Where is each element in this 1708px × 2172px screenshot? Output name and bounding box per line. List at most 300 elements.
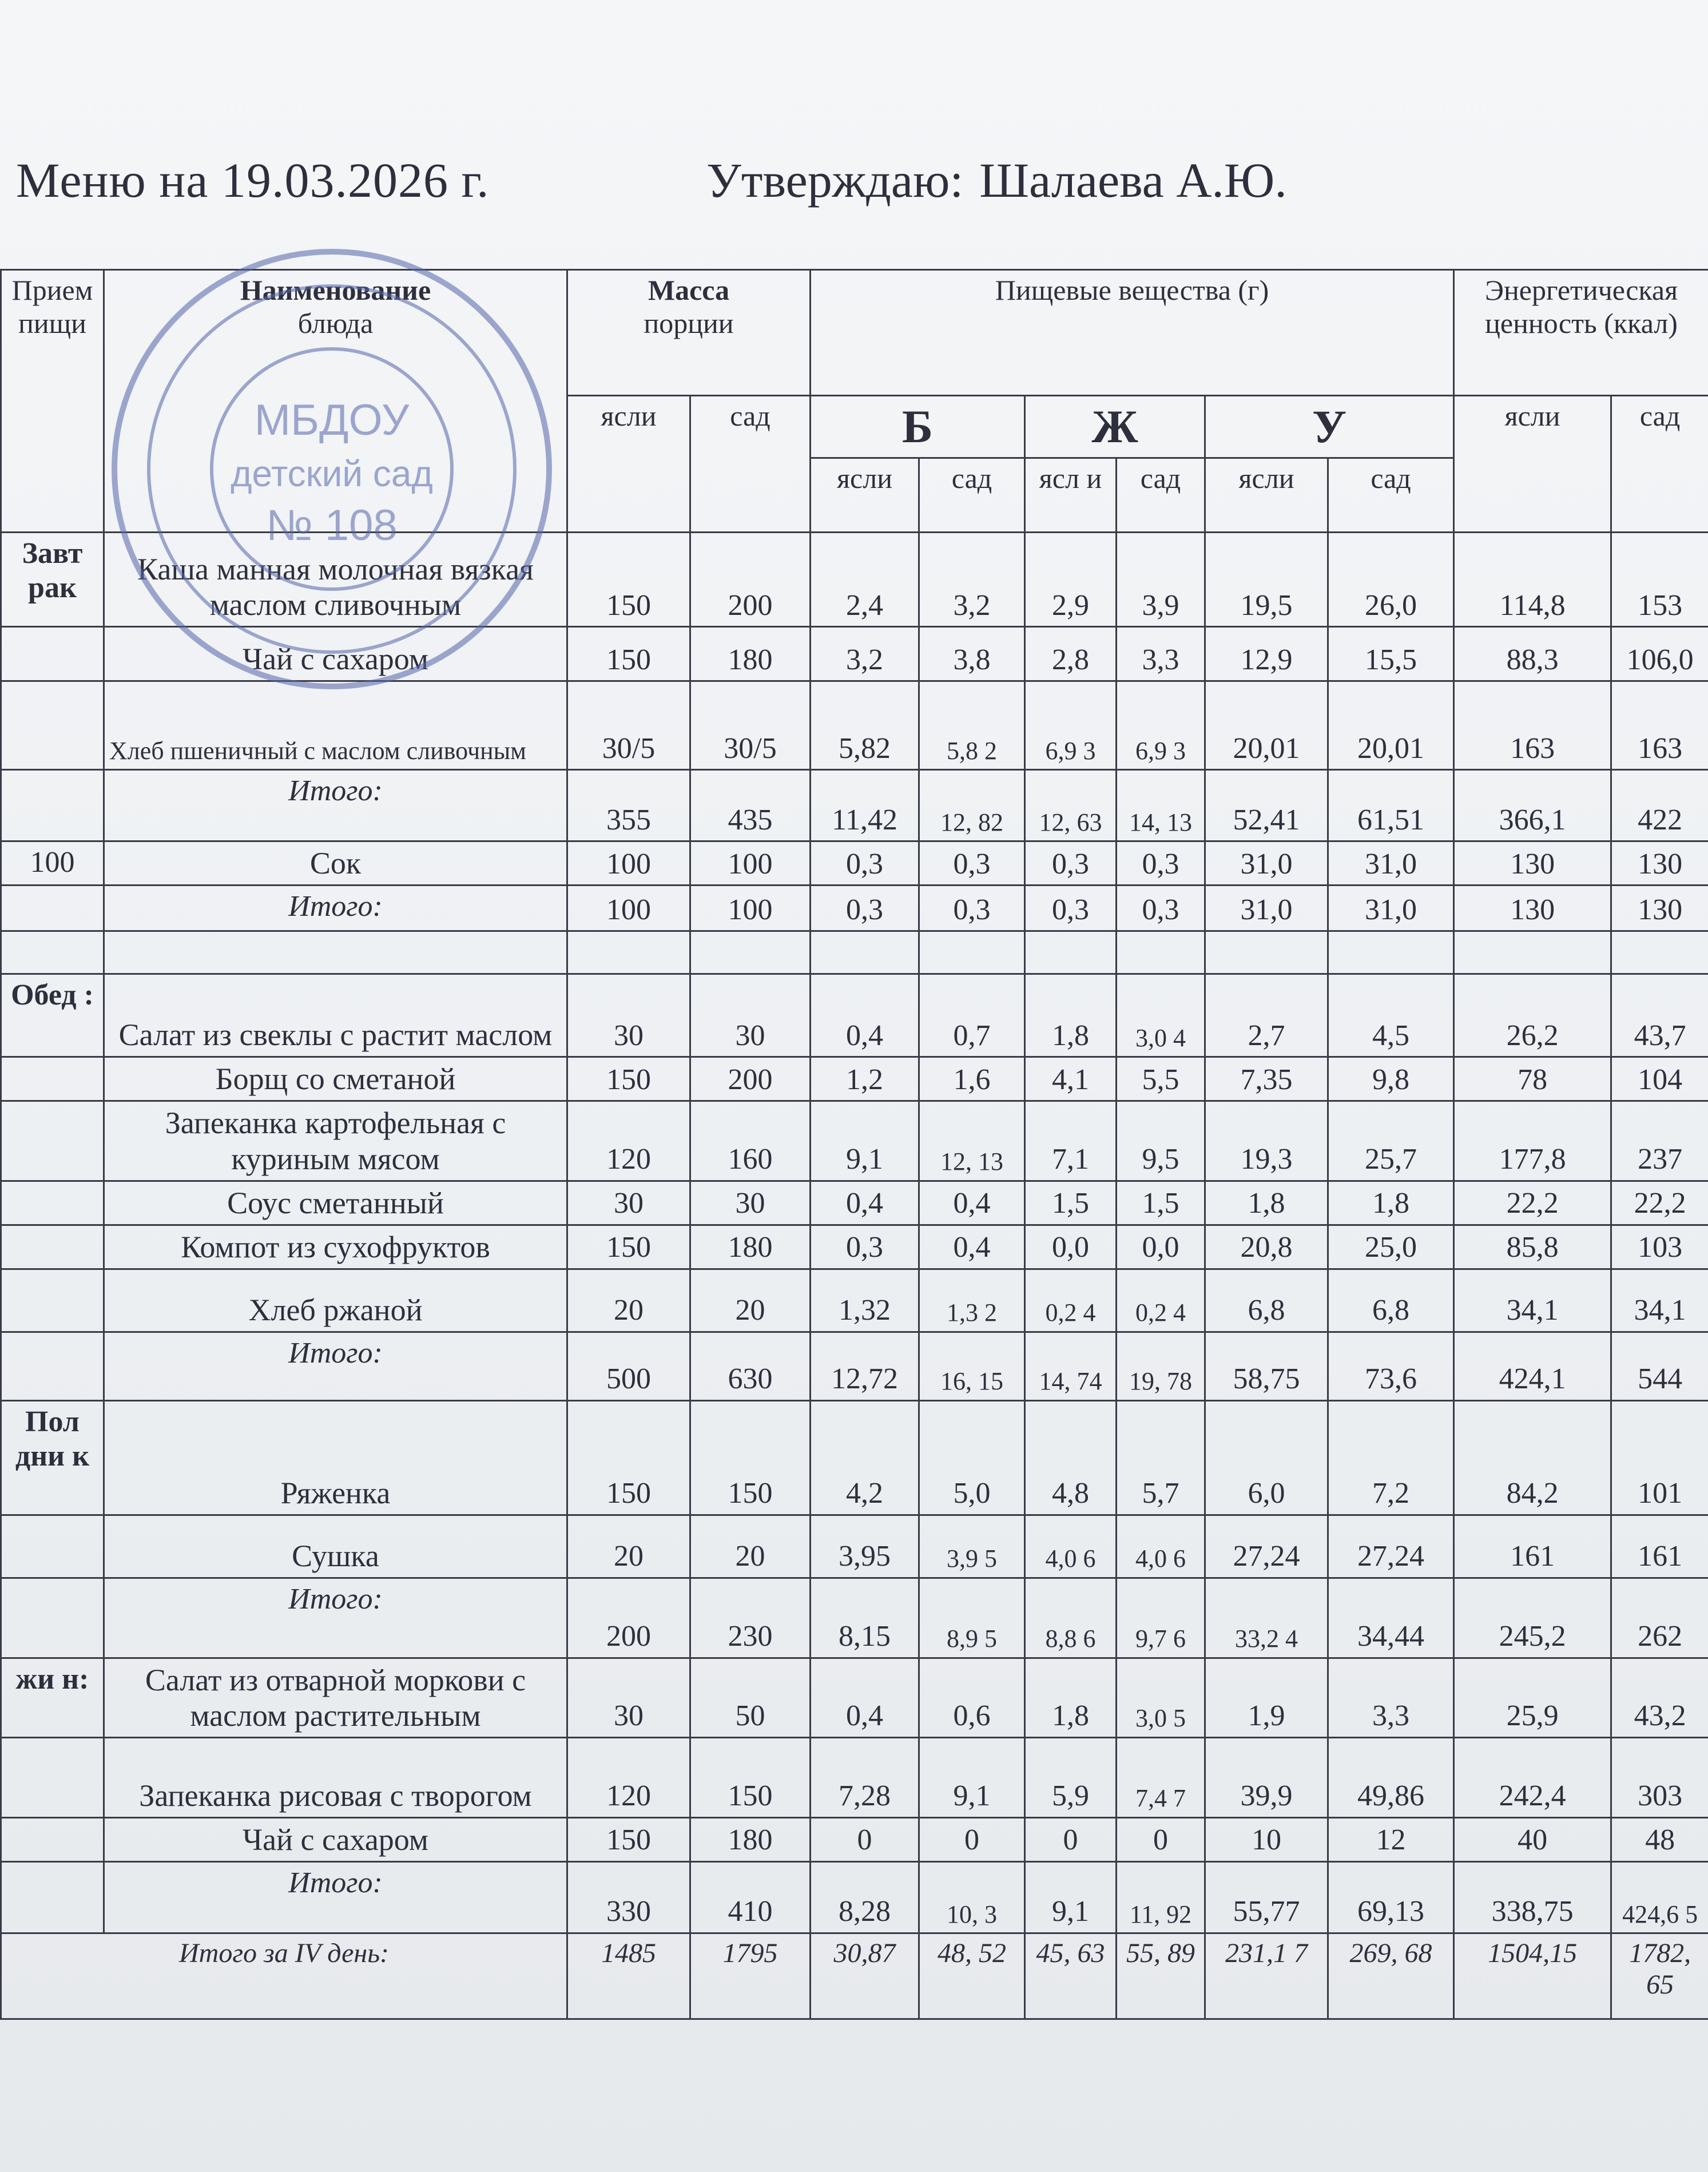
value-cell-e2: 161: [1611, 1515, 1708, 1578]
value-cell-z2: 7,4 7: [1117, 1738, 1205, 1818]
value-cell-m1: 330: [567, 1862, 690, 1933]
value-cell-z2: [1117, 931, 1205, 974]
dish-cell: Запеканка рисовая с творогом: [104, 1738, 567, 1818]
value-cell-u1: 55,77: [1205, 1862, 1328, 1933]
value-cell-z2: 6,9 3: [1117, 681, 1205, 770]
value-cell-z2: 19, 78: [1117, 1332, 1205, 1400]
value-cell-z2: 0,2 4: [1117, 1269, 1205, 1332]
value-cell-z1: 0,3: [1025, 886, 1117, 931]
value-cell-e2: 130: [1611, 841, 1708, 886]
meal-cell: [1, 770, 104, 841]
value-cell-b2: 0,6: [919, 1658, 1025, 1737]
value-cell-b2: 16, 15: [919, 1332, 1025, 1400]
dish-cell: Чай с сахаром: [104, 1818, 567, 1862]
meal-cell: [1, 1269, 104, 1332]
dish-cell: Хлеб ржаной: [104, 1269, 567, 1332]
value-cell-z1: 1,5: [1025, 1181, 1117, 1225]
dish-cell: [104, 931, 567, 974]
dish-cell: Борщ со сметаной: [104, 1057, 567, 1101]
value-cell-m1: 30: [567, 974, 690, 1057]
value-cell-e1: 114,8: [1454, 533, 1611, 627]
value-cell-b1: 8,28: [811, 1862, 919, 1933]
value-cell-m2: 180: [690, 1225, 811, 1269]
value-cell-u2: 7,2: [1328, 1400, 1454, 1515]
value-cell-u1: 7,35: [1205, 1057, 1328, 1101]
meal-cell: [1, 1332, 104, 1400]
total-m1: 1485: [567, 1933, 690, 2019]
table-row: [1, 886, 1708, 931]
value-cell-m1: 120: [567, 1101, 690, 1181]
meal-cell: [1, 1738, 104, 1818]
dish-cell: Итого:: [104, 770, 567, 841]
value-cell-b2: 1,3 2: [919, 1269, 1025, 1332]
value-cell-m1: 20: [567, 1269, 690, 1332]
value-cell-z2: 0,3: [1117, 841, 1205, 886]
value-cell-z1: 2,9: [1025, 533, 1117, 627]
value-cell-z1: 8,8 6: [1025, 1578, 1117, 1658]
stamp-sub-text: детский сад: [231, 453, 433, 494]
value-cell-b1: 5,82: [811, 681, 919, 770]
value-cell-e1: 163: [1454, 681, 1611, 770]
value-cell-z2: 3,0 5: [1117, 1658, 1205, 1737]
value-cell-u2: 61,51: [1328, 770, 1454, 841]
value-cell-m1: 150: [567, 1818, 690, 1862]
energy-sad: сад: [1611, 396, 1708, 533]
fat-yasli: ясл и: [1025, 458, 1117, 533]
value-cell-e2: 130: [1611, 886, 1708, 931]
value-cell-z2: 11, 92: [1117, 1862, 1205, 1933]
value-cell-e2: 544: [1611, 1332, 1708, 1400]
value-cell-m1: 150: [567, 533, 690, 627]
value-cell-e1: 242,4: [1454, 1738, 1611, 1818]
value-cell-b2: 0,3: [919, 841, 1025, 886]
value-cell-e1: 40: [1454, 1818, 1611, 1862]
value-cell-z1: 1,8: [1025, 974, 1117, 1057]
value-cell-z1: 12, 63: [1025, 770, 1117, 841]
dish-header-sub: блюда: [297, 307, 374, 339]
dish-cell: Хлеб пшеничный с маслом сливочным: [104, 681, 567, 770]
protein-yasli: ясли: [811, 458, 919, 533]
table-row: [1, 1269, 1708, 1332]
value-cell-u2: 3,3: [1328, 1658, 1454, 1737]
value-cell-b1: 0,4: [811, 1181, 919, 1225]
value-cell-z1: 0,2 4: [1025, 1269, 1117, 1332]
value-cell-z2: 9,7 6: [1117, 1578, 1205, 1658]
value-cell-b1: 3,95: [811, 1515, 919, 1578]
value-cell-m2: 20: [690, 1515, 811, 1578]
dish-cell: Салат из отварной моркови с маслом растительным: [104, 1658, 567, 1737]
fat-header: Ж: [1025, 396, 1205, 458]
value-cell-e2: 48: [1611, 1818, 1708, 1862]
value-cell-m2: 180: [690, 1818, 811, 1862]
value-cell-b2: 0,7: [919, 974, 1025, 1057]
value-cell-b1: 3,2: [811, 627, 919, 681]
value-cell-b2: 0,4: [919, 1181, 1025, 1225]
meal-cell: [1, 1057, 104, 1101]
table-row: [1, 931, 1708, 974]
value-cell-m1: 500: [567, 1332, 690, 1400]
meal-cell: жи н:: [1, 1658, 104, 1737]
table-row: [1, 1738, 1708, 1818]
value-cell-z1: 0: [1025, 1818, 1117, 1862]
value-cell-z2: 5,7: [1117, 1400, 1205, 1515]
value-cell-u1: 2,7: [1205, 974, 1328, 1057]
value-cell-u2: 73,6: [1328, 1332, 1454, 1400]
table-row: [1, 770, 1708, 841]
value-cell-z2: 0: [1117, 1818, 1205, 1862]
total-day-label: Итого за IV день:: [1, 1933, 567, 2019]
value-cell-b2: 0,4: [919, 1225, 1025, 1269]
stamp-main-text: МБДОУ: [254, 396, 410, 444]
value-cell-e2: 262: [1611, 1578, 1708, 1658]
value-cell-u2: 12: [1328, 1818, 1454, 1862]
value-cell-m2: 200: [690, 1057, 811, 1101]
value-cell-m2: 150: [690, 1400, 811, 1515]
value-cell-u2: 4,5: [1328, 974, 1454, 1057]
value-cell-m2: [690, 931, 811, 974]
value-cell-u1: 1,8: [1205, 1181, 1328, 1225]
value-cell-e2: 43,7: [1611, 974, 1708, 1057]
value-cell-z2: 3,9: [1117, 533, 1205, 627]
value-cell-e1: 34,1: [1454, 1269, 1611, 1332]
value-cell-z2: 14, 13: [1117, 770, 1205, 841]
value-cell-m1: 30/5: [567, 681, 690, 770]
value-cell-z1: 0,3: [1025, 841, 1117, 886]
carb-yasli: ясли: [1205, 458, 1328, 533]
value-cell-m1: 200: [567, 1578, 690, 1658]
value-cell-z2: 4,0 6: [1117, 1515, 1205, 1578]
table-row: [1, 1578, 1708, 1658]
value-cell-z1: 1,8: [1025, 1658, 1117, 1737]
table-row: [1, 1057, 1708, 1101]
table-row: [1, 1181, 1708, 1225]
value-cell-e1: 78: [1454, 1057, 1611, 1101]
value-cell-m1: 355: [567, 770, 690, 841]
dish-cell: Итого:: [104, 1332, 567, 1400]
value-cell-m1: 150: [567, 1400, 690, 1515]
meal-cell: [1, 931, 104, 974]
value-cell-u2: 15,5: [1328, 627, 1454, 681]
carb-header: У: [1205, 396, 1454, 458]
value-cell-z2: 3,0 4: [1117, 974, 1205, 1057]
mass-sad: сад: [690, 396, 811, 533]
menu-body: [1, 533, 1708, 1933]
total-m2: 1795: [690, 1933, 811, 2019]
value-cell-u1: 12,9: [1205, 627, 1328, 681]
value-cell-e1: 245,2: [1454, 1578, 1611, 1658]
value-cell-b2: 0,3: [919, 886, 1025, 931]
total-day-row: [1, 1933, 1708, 2019]
value-cell-e2: 103: [1611, 1225, 1708, 1269]
value-cell-u2: 26,0: [1328, 533, 1454, 627]
value-cell-m2: 410: [690, 1862, 811, 1933]
table-row: [1, 841, 1708, 886]
meal-cell: [1, 1818, 104, 1862]
value-cell-e2: [1611, 931, 1708, 974]
value-cell-u1: 20,8: [1205, 1225, 1328, 1269]
value-cell-e1: 84,2: [1454, 1400, 1611, 1515]
value-cell-u1: 27,24: [1205, 1515, 1328, 1578]
meal-cell: [1, 627, 104, 681]
value-cell-m2: 30: [690, 974, 811, 1057]
total-u1: 231,1 7: [1205, 1933, 1328, 2019]
value-cell-z1: 4,1: [1025, 1057, 1117, 1101]
meal-cell: [1, 681, 104, 770]
value-cell-z2: 1,5: [1117, 1181, 1205, 1225]
mass-header-bold: Масса: [648, 274, 730, 306]
stamp-number-text: № 108: [266, 501, 398, 550]
value-cell-e2: 34,1: [1611, 1269, 1708, 1332]
value-cell-b2: 0: [919, 1818, 1025, 1862]
value-cell-b1: 0: [811, 1818, 919, 1862]
value-cell-u2: 31,0: [1328, 841, 1454, 886]
value-cell-m1: 150: [567, 1225, 690, 1269]
value-cell-m1: 30: [567, 1658, 690, 1737]
value-cell-m2: 630: [690, 1332, 811, 1400]
dish-cell: Итого:: [104, 886, 567, 931]
value-cell-u2: 9,8: [1328, 1057, 1454, 1101]
total-z1: 45, 63: [1025, 1933, 1117, 2019]
value-cell-e1: 424,1: [1454, 1332, 1611, 1400]
total-b1: 30,87: [811, 1933, 919, 2019]
value-cell-m2: 50: [690, 1658, 811, 1737]
value-cell-b2: 8,9 5: [919, 1578, 1025, 1658]
value-cell-m2: 180: [690, 627, 811, 681]
value-cell-m1: 150: [567, 1057, 690, 1101]
dish-header-bold: Наименование: [240, 274, 431, 306]
total-e2: 1782, 65: [1611, 1933, 1708, 2019]
value-cell-e2: 43,2: [1611, 1658, 1708, 1737]
value-cell-m2: 200: [690, 533, 811, 627]
col-nutrients-header: Пищевые вещества (г): [811, 270, 1454, 396]
col-energy-header: Энергетическая ценность (ккал): [1454, 270, 1708, 396]
value-cell-b2: 1,6: [919, 1057, 1025, 1101]
dish-cell: Ряженка: [104, 1400, 567, 1515]
value-cell-u2: 34,44: [1328, 1578, 1454, 1658]
value-cell-e1: 338,75: [1454, 1862, 1611, 1933]
protein-sad: сад: [919, 458, 1025, 533]
value-cell-u2: 27,24: [1328, 1515, 1454, 1578]
value-cell-b1: 9,1: [811, 1101, 919, 1181]
value-cell-u1: 31,0: [1205, 886, 1328, 931]
value-cell-b1: 2,4: [811, 533, 919, 627]
approve-label: Утверждаю:: [706, 153, 964, 208]
dish-cell: Соус сметанный: [104, 1181, 567, 1225]
value-cell-m1: 120: [567, 1738, 690, 1818]
dish-cell: Итого:: [104, 1578, 567, 1658]
meal-cell: [1, 886, 104, 931]
value-cell-u1: 19,5: [1205, 533, 1328, 627]
value-cell-z2: 5,5: [1117, 1057, 1205, 1101]
value-cell-e2: 22,2: [1611, 1181, 1708, 1225]
value-cell-m2: 150: [690, 1738, 811, 1818]
value-cell-b1: 0,4: [811, 1658, 919, 1737]
value-cell-u1: 20,01: [1205, 681, 1328, 770]
value-cell-m2: 30: [690, 1181, 811, 1225]
value-cell-u1: 19,3: [1205, 1101, 1328, 1181]
official-stamp: [103, 240, 561, 698]
dish-cell: Сушка: [104, 1515, 567, 1578]
value-cell-e1: 366,1: [1454, 770, 1611, 841]
meal-cell: [1, 1862, 104, 1933]
value-cell-m2: 435: [690, 770, 811, 841]
value-cell-u1: 31,0: [1205, 841, 1328, 886]
value-cell-b1: 0,3: [811, 841, 919, 886]
value-cell-z1: 9,1: [1025, 1862, 1117, 1933]
value-cell-e2: 422: [1611, 770, 1708, 841]
value-cell-b2: 3,9 5: [919, 1515, 1025, 1578]
value-cell-u1: 6,8: [1205, 1269, 1328, 1332]
value-cell-u1: 52,41: [1205, 770, 1328, 841]
value-cell-e2: 153: [1611, 533, 1708, 627]
value-cell-e2: 163: [1611, 681, 1708, 770]
value-cell-e1: 177,8: [1454, 1101, 1611, 1181]
value-cell-e1: 130: [1454, 886, 1611, 931]
value-cell-b1: 12,72: [811, 1332, 919, 1400]
value-cell-u1: 6,0: [1205, 1400, 1328, 1515]
value-cell-z1: 2,8: [1025, 627, 1117, 681]
value-cell-u2: 25,7: [1328, 1101, 1454, 1181]
col-mass-header: [567, 270, 811, 396]
table-row: [1, 1818, 1708, 1862]
value-cell-b1: 11,42: [811, 770, 919, 841]
dish-cell: Итого:: [104, 1862, 567, 1933]
table-row: [1, 1332, 1708, 1400]
value-cell-b2: 5,8 2: [919, 681, 1025, 770]
value-cell-e1: 22,2: [1454, 1181, 1611, 1225]
value-cell-b1: 0,4: [811, 974, 919, 1057]
value-cell-m1: [567, 931, 690, 974]
table-row: [1, 1862, 1708, 1933]
value-cell-u1: [1205, 931, 1328, 974]
meal-cell: Завт рак: [1, 533, 104, 627]
value-cell-b1: 8,15: [811, 1578, 919, 1658]
fat-sad: сад: [1117, 458, 1205, 533]
value-cell-m2: 230: [690, 1578, 811, 1658]
value-cell-m1: 30: [567, 1181, 690, 1225]
value-cell-u2: 25,0: [1328, 1225, 1454, 1269]
value-cell-b1: 1,32: [811, 1269, 919, 1332]
meal-cell: [1, 1101, 104, 1181]
value-cell-u2: 20,01: [1328, 681, 1454, 770]
value-cell-m2: 160: [690, 1101, 811, 1181]
value-cell-z1: 14, 74: [1025, 1332, 1117, 1400]
value-cell-b2: 3,8: [919, 627, 1025, 681]
meal-cell: Пол дни к: [1, 1400, 104, 1515]
value-cell-e1: 85,8: [1454, 1225, 1611, 1269]
value-cell-u2: 6,8: [1328, 1269, 1454, 1332]
meal-cell: [1, 1515, 104, 1578]
approval-line: [706, 152, 1303, 209]
total-e1: 1504,15: [1454, 1933, 1611, 2019]
value-cell-b1: 0,3: [811, 1225, 919, 1269]
mass-header-sub: порции: [644, 307, 734, 339]
value-cell-u1: 1,9: [1205, 1658, 1328, 1737]
value-cell-m2: 30/5: [690, 681, 811, 770]
energy-yasli: ясли: [1454, 396, 1611, 533]
value-cell-e1: 26,2: [1454, 974, 1611, 1057]
meal-cell: [1, 1578, 104, 1658]
value-cell-z1: 4,0 6: [1025, 1515, 1117, 1578]
value-cell-z1: 5,9: [1025, 1738, 1117, 1818]
table-row: [1, 1515, 1708, 1578]
value-cell-b2: 10, 3: [919, 1862, 1025, 1933]
value-cell-z1: 6,9 3: [1025, 681, 1117, 770]
dish-cell: Каша манная молочная вязкая маслом сливочным: [104, 533, 567, 627]
value-cell-b1: 7,28: [811, 1738, 919, 1818]
menu-title: Меню на 19.03.2026 г.: [16, 153, 490, 208]
total-z2: 55, 89: [1117, 1933, 1205, 2019]
value-cell-z2: 3,3: [1117, 627, 1205, 681]
value-cell-b1: 0,3: [811, 886, 919, 931]
value-cell-b1: 4,2: [811, 1400, 919, 1515]
value-cell-e2: 104: [1611, 1057, 1708, 1101]
value-cell-b1: 1,2: [811, 1057, 919, 1101]
value-cell-u2: [1328, 931, 1454, 974]
table-row: [1, 1400, 1708, 1515]
value-cell-e1: 161: [1454, 1515, 1611, 1578]
mass-yasli: ясли: [567, 396, 690, 533]
value-cell-e1: 88,3: [1454, 627, 1611, 681]
value-cell-e1: 25,9: [1454, 1658, 1611, 1737]
dish-cell: Компот из сухофруктов: [104, 1225, 567, 1269]
dish-cell: Салат из свеклы с растит маслом: [104, 974, 567, 1057]
meal-cell: [1, 1181, 104, 1225]
value-cell-e2: 106,0: [1611, 627, 1708, 681]
value-cell-u1: 58,75: [1205, 1332, 1328, 1400]
value-cell-u2: 1,8: [1328, 1181, 1454, 1225]
carb-sad: сад: [1328, 458, 1454, 533]
value-cell-z1: 0,0: [1025, 1225, 1117, 1269]
dish-cell: Сок: [104, 841, 567, 886]
value-cell-z1: 4,8: [1025, 1400, 1117, 1515]
value-cell-z1: [1025, 931, 1117, 974]
table-row: [1, 974, 1708, 1057]
protein-header: Б: [811, 396, 1025, 458]
value-cell-b2: 12, 82: [919, 770, 1025, 841]
value-cell-b2: [919, 931, 1025, 974]
value-cell-b2: 9,1: [919, 1738, 1025, 1818]
value-cell-u2: 69,13: [1328, 1862, 1454, 1933]
dish-cell: Чай с сахаром: [104, 627, 567, 681]
value-cell-z2: 9,5: [1117, 1101, 1205, 1181]
meal-cell: 100: [1, 841, 104, 886]
table-row: [1, 1225, 1708, 1269]
total-b2: 48, 52: [919, 1933, 1025, 2019]
value-cell-m1: 20: [567, 1515, 690, 1578]
value-cell-u1: 39,9: [1205, 1738, 1328, 1818]
value-cell-e1: [1454, 931, 1611, 974]
table-row: [1, 1658, 1708, 1737]
value-cell-m1: 100: [567, 886, 690, 931]
value-cell-u2: 31,0: [1328, 886, 1454, 931]
value-cell-b1: [811, 931, 919, 974]
value-cell-b2: 3,2: [919, 533, 1025, 627]
value-cell-u2: 49,86: [1328, 1738, 1454, 1818]
meal-cell: [1, 1225, 104, 1269]
value-cell-z2: 0,3: [1117, 886, 1205, 931]
value-cell-u1: 33,2 4: [1205, 1578, 1328, 1658]
value-cell-m2: 20: [690, 1269, 811, 1332]
value-cell-e2: 424,6 5: [1611, 1862, 1708, 1933]
col-meal-header: Прием пищи: [1, 270, 104, 533]
value-cell-m2: 100: [690, 841, 811, 886]
value-cell-b2: 12, 13: [919, 1101, 1025, 1181]
value-cell-m1: 100: [567, 841, 690, 886]
value-cell-e2: 101: [1611, 1400, 1708, 1515]
value-cell-z1: 7,1: [1025, 1101, 1117, 1181]
value-cell-m1: 150: [567, 627, 690, 681]
